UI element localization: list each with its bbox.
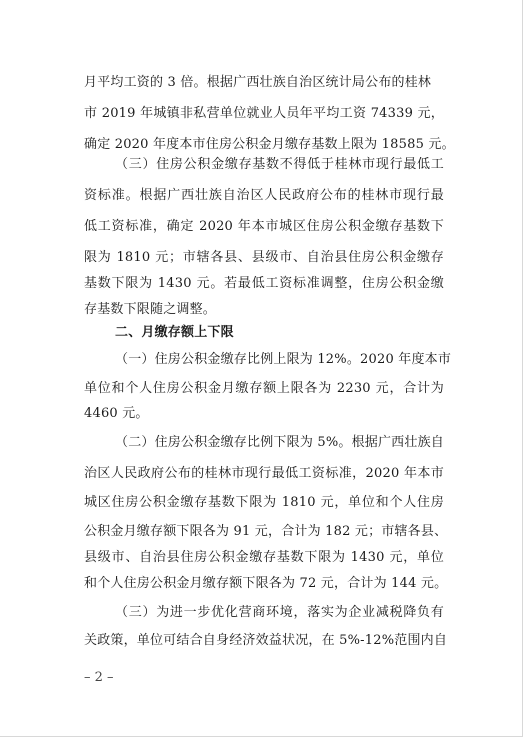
body-line-9: 存基数下限随之调整。	[84, 302, 217, 317]
body-line-5: 资标准。根据广西壮族自治区人民政府公布的桂林市现行最	[84, 188, 444, 203]
body-line-15: 城区住房公积金缴存基数下限为 1810 元，单位和个人住房	[84, 495, 444, 510]
body-line-6: 低工资标准，确定 2020 年本市城区住房公积金缴存基数下	[84, 219, 444, 234]
body-line-17: 县级市、自治县住房公积金缴存基数下限为 1430 元，单位	[84, 550, 444, 565]
section-heading: 二、月缴存额上下限	[115, 325, 234, 340]
body-line-20: 关政策，单位可结合自身经济效益状况，在 5%-12%范围内自	[84, 633, 448, 648]
body-line-16: 公积金月缴存额下限各为 91 元，合计为 182 元；市辖各县、	[84, 524, 448, 539]
body-line-13: （二）住房公积金缴存比例下限为 5%。根据广西壮族自	[115, 435, 444, 450]
body-line-10: （一）住房公积金缴存比例上限为 12%。2020 年度本市	[115, 352, 452, 367]
body-line-4: （三）住房公积金缴存基数不得低于桂林市现行最低工	[115, 157, 444, 172]
page-number: – 2 –	[84, 670, 114, 685]
body-line-1: 月平均工资的 3 倍。根据广西壮族自治区统计局公布的桂林	[84, 75, 432, 90]
body-line-8: 基数下限为 1430 元。若最低工资标准调整，住房公积金缴	[84, 276, 444, 291]
body-line-12: 4460 元。	[84, 406, 149, 421]
body-line-11: 单位和个人住房公积金月缴存额上限各为 2230 元，合计为	[84, 381, 444, 396]
body-line-19: （三）为进一步优化营商环境，落实为企业减税降负有	[115, 605, 444, 620]
body-line-2: 市 2019 年城镇非私营单位就业人员年平均工资 74339 元，	[84, 106, 444, 121]
body-line-14: 治区人民政府公布的桂林市现行最低工资标准，2020 年本市	[84, 466, 444, 481]
body-line-3: 确定 2020 年度本市住房公积金月缴存基数上限为 18585 元。	[84, 137, 455, 152]
body-line-18: 和个人住房公积金月缴存额下限各为 72 元，合计为 144 元。	[84, 576, 448, 591]
body-line-7: 限为 1810 元；市辖各县、县级市、自治县住房公积金缴存	[84, 250, 444, 265]
